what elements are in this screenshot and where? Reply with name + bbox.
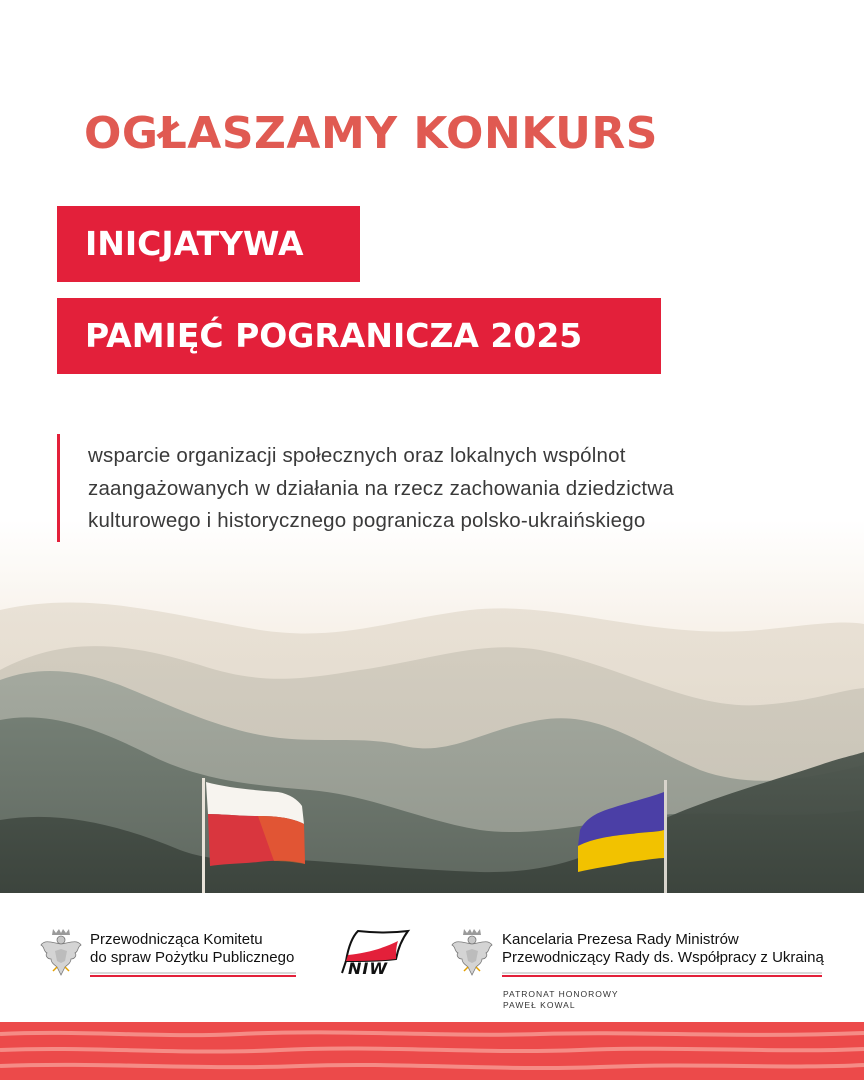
title-line-1: INICJATYWA [57,206,360,282]
org-name-line: Przewodnicząca Komitetu [90,931,263,948]
description-line: wsparcie organizacji społecznych oraz lokalnych wspólnot [88,444,626,467]
honorary-patronage [503,989,619,1010]
decorative-red-stripes [0,1022,864,1080]
description-accent-bar [57,434,60,542]
description [88,440,768,538]
org-name-chancellery [502,931,824,967]
mountain-landscape [0,520,864,896]
title-line-2: PAMIĘĆ POGRANICZA 2025 [57,298,661,374]
patron-label: PATRONAT HONOROWY [503,989,619,999]
org-name-line: do spraw Pożytku Publicznego [90,949,295,966]
polish-eagle-emblem-icon [39,927,83,977]
patron-name: PAWEŁ KOWAL [503,999,576,1010]
org-underline-left [90,972,296,977]
ukraine-flag [572,778,672,896]
description-line: zaangażowanych w działania na rzecz zachowania dziedzictwa [88,476,674,500]
org-name-line: Kancelaria Prezesa Rady Ministrów [502,931,739,948]
org-underline-right [502,972,822,977]
niw-logo-text: NIW [348,959,388,978]
headline: OGŁASZAMY KONKURS [84,108,658,159]
polish-eagle-emblem-icon [450,927,494,977]
org-name-line: Przewodniczący Rady ds. Współpracy z Ukrainą [502,949,824,966]
org-name-committee [90,931,294,967]
description-line: kulturowego i historycznego pogranicza polsko-ukraińskiego [88,509,646,532]
poland-flag [198,776,308,896]
